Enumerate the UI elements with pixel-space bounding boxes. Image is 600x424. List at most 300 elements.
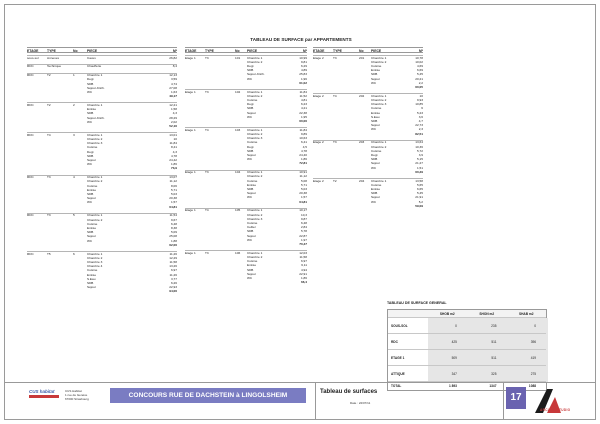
summary-row bbox=[388, 318, 546, 334]
cell-area: 4,78 bbox=[300, 148, 307, 153]
cell-piece: Chambre 1 bbox=[247, 55, 263, 60]
cell-area: 12,13 bbox=[169, 73, 177, 78]
cell-area: 9,93 bbox=[416, 97, 423, 102]
cell-area: 5,23 bbox=[416, 110, 423, 115]
cell-piece: Chambre 2 bbox=[247, 254, 263, 259]
cell-no: 5 bbox=[73, 213, 75, 218]
cell-area: 21,91 bbox=[415, 195, 423, 200]
cell-type bbox=[205, 119, 235, 123]
cell-no: 2 bbox=[73, 102, 75, 107]
cell-etage: Etage 2 bbox=[313, 178, 324, 183]
cell-area: 8,41 bbox=[170, 145, 177, 150]
cell-area: 20,38 bbox=[299, 191, 307, 196]
summary-value: 347 bbox=[451, 371, 457, 376]
cell-no: 202 bbox=[359, 93, 365, 98]
apartment-column bbox=[185, 47, 307, 285]
cell-area: 66,4 bbox=[300, 280, 307, 285]
cell-etage: RDC bbox=[27, 132, 34, 137]
cell-no: 4 bbox=[73, 175, 75, 180]
summary-value: SHOB m2 bbox=[439, 311, 455, 316]
summary-value: 396 bbox=[530, 339, 537, 344]
unit-total-row bbox=[313, 204, 423, 208]
cell-area: 3,9 bbox=[418, 152, 423, 157]
cell-area: 9,81 bbox=[300, 59, 307, 64]
cell-area: 11,58 bbox=[169, 260, 177, 264]
cell-piece bbox=[247, 119, 285, 123]
cell-area: 11,84 bbox=[299, 127, 307, 132]
cell-no bbox=[73, 64, 87, 68]
cell-no: 203 bbox=[359, 140, 365, 145]
cell-piece: Séjour bbox=[87, 234, 96, 239]
cell-area: 4,94 bbox=[300, 267, 307, 272]
cell-area: 1,58 bbox=[170, 107, 177, 112]
cell-no: 1 bbox=[73, 73, 75, 78]
cell-area: 4,74 bbox=[170, 81, 177, 86]
cell-piece: Chambre 2 bbox=[247, 174, 263, 179]
cell-piece: Cuisine bbox=[371, 64, 382, 68]
unit-total-row bbox=[27, 289, 177, 293]
column-header bbox=[313, 47, 423, 53]
cell-type: T3 bbox=[205, 89, 209, 94]
cell-area: 21,27 bbox=[415, 161, 423, 166]
cell-area: 10 bbox=[419, 93, 423, 98]
cell-etage bbox=[185, 280, 205, 284]
header-area: M² bbox=[419, 49, 423, 52]
cell-piece: Séjour bbox=[87, 285, 96, 290]
cell-type bbox=[47, 205, 73, 209]
cell-area: 25,83 bbox=[299, 72, 307, 77]
cell-piece: Séjour bbox=[247, 271, 256, 276]
cell-area: 5,2 bbox=[418, 199, 423, 204]
cell-area: 9,89 bbox=[300, 131, 307, 136]
cell-area: 60,05 bbox=[415, 85, 423, 89]
cell-type: T5 bbox=[47, 251, 51, 256]
cell-area: 5,78 bbox=[300, 229, 307, 234]
cell-etage bbox=[27, 124, 47, 128]
cell-area: 12,29 bbox=[169, 255, 177, 260]
cell-type bbox=[205, 280, 235, 284]
cell-area: 11,84 bbox=[169, 141, 177, 146]
cell-piece: Cuisine bbox=[247, 140, 258, 145]
cell-area: 13,01 bbox=[169, 132, 177, 137]
cell-no bbox=[73, 56, 87, 60]
address-line: CUS Habitat bbox=[65, 389, 82, 393]
summary-value: 425 bbox=[451, 339, 457, 344]
cell-type bbox=[205, 161, 235, 165]
cell-no: 101 bbox=[235, 55, 241, 60]
cell-area: 24,40 bbox=[299, 152, 307, 157]
cell-piece bbox=[247, 242, 285, 246]
cell-etage bbox=[185, 242, 205, 246]
cell-etage: RDC bbox=[27, 64, 34, 69]
cell-area: 11,12 bbox=[299, 174, 307, 179]
cell-area: 5,08 bbox=[300, 178, 307, 183]
cell-piece: Séjour-Kitch. bbox=[87, 85, 105, 90]
cell-piece: SDB bbox=[371, 157, 378, 162]
cell-type: T3 bbox=[333, 55, 337, 60]
cell-piece: Chaufferie bbox=[87, 64, 102, 69]
address-line: 67000 Strasbourg bbox=[65, 397, 89, 402]
cell-piece: Caves bbox=[87, 55, 96, 60]
cell-piece: Degt bbox=[247, 64, 254, 68]
cell-piece bbox=[87, 94, 145, 98]
cell-no bbox=[73, 243, 87, 247]
cell-piece: Séjour bbox=[247, 152, 256, 157]
cell-no bbox=[73, 289, 87, 293]
cell-piece: Chambre 2 bbox=[371, 144, 387, 149]
cell-area: 27,08 bbox=[169, 85, 177, 90]
cell-area: 22,38 bbox=[299, 110, 307, 115]
cell-area: 6,65 bbox=[416, 187, 423, 191]
table-row bbox=[27, 64, 177, 68]
unit-total-row bbox=[185, 161, 307, 165]
cell-area: 6,69 bbox=[416, 68, 423, 73]
header-no: No bbox=[359, 49, 364, 52]
header-etage: ETAGE bbox=[185, 49, 197, 52]
cell-area: 24,42 bbox=[169, 157, 177, 162]
cell-piece: SDB bbox=[247, 267, 254, 272]
cell-area: 70,47 bbox=[299, 241, 307, 246]
cell-piece: SDB bbox=[247, 186, 254, 191]
cell-piece: Entrée bbox=[87, 225, 97, 230]
summary-value: 1088 bbox=[528, 384, 537, 388]
cell-area: 6 bbox=[421, 106, 423, 111]
header-piece: PIECE bbox=[87, 49, 98, 52]
cell-area: 13,64 bbox=[415, 140, 423, 145]
cell-piece: SDB bbox=[247, 229, 254, 234]
cell-piece: SDB bbox=[87, 111, 94, 116]
cell-no bbox=[359, 170, 371, 174]
cell-area: 5,45 bbox=[416, 191, 423, 196]
cell-no bbox=[73, 166, 87, 170]
unit-total-row bbox=[185, 119, 307, 123]
cell-piece: Chambre 2 bbox=[247, 131, 263, 136]
cell-piece: Chambre 2 bbox=[87, 136, 103, 141]
document-date: Date : 22/07/11 bbox=[350, 401, 371, 405]
title-block bbox=[5, 382, 596, 420]
document-page bbox=[4, 4, 596, 420]
cell-piece: Cuisine bbox=[247, 98, 258, 102]
cell-area: 11,52 bbox=[299, 93, 307, 98]
cell-etage: Etage 2 bbox=[313, 140, 324, 145]
cell-piece: Séjour bbox=[87, 157, 96, 162]
cell-etage: Etage 1 bbox=[185, 170, 196, 175]
cell-area: 64,81 bbox=[169, 204, 177, 209]
cell-piece: Chambre 1 bbox=[87, 73, 103, 78]
cell-type bbox=[333, 85, 359, 89]
cell-piece: WC bbox=[247, 114, 253, 119]
summary-value: SHON m2 bbox=[479, 311, 495, 316]
cell-piece: Séjour bbox=[247, 110, 256, 115]
cell-piece: Chambre 2 bbox=[87, 217, 103, 222]
cell-piece: SDB bbox=[371, 191, 378, 196]
cell-area: 94,06 bbox=[169, 289, 177, 294]
header-type: TYPE bbox=[333, 49, 342, 52]
cell-etage bbox=[185, 200, 205, 204]
cell-piece: Cuisine bbox=[247, 178, 258, 183]
cell-type: Annexes bbox=[47, 55, 60, 60]
cell-piece: Degt bbox=[247, 102, 254, 107]
summary-label: TOTAL bbox=[391, 384, 402, 388]
cell-etage bbox=[313, 132, 333, 136]
cell-area: 10,78 bbox=[415, 55, 423, 60]
cell-area: 1,51 bbox=[416, 165, 423, 170]
cell-area: 8,4 bbox=[172, 64, 177, 69]
cell-etage bbox=[185, 161, 205, 165]
cell-piece: Chambre 2 bbox=[87, 255, 103, 260]
unit-total-row bbox=[313, 85, 423, 89]
cell-area: 4,69 bbox=[416, 64, 423, 68]
cell-type bbox=[205, 81, 235, 85]
cell-piece: Chambre 1 bbox=[87, 213, 103, 218]
cell-piece: Entrée bbox=[371, 187, 381, 191]
cell-piece: Chambre 1 bbox=[247, 208, 263, 213]
cell-type bbox=[333, 170, 359, 174]
cell-type: T2 bbox=[47, 73, 51, 78]
cell-piece: SDB bbox=[87, 191, 94, 196]
cell-area: 5,03 bbox=[300, 186, 307, 191]
summary-grid bbox=[387, 309, 547, 391]
client-address bbox=[65, 389, 89, 402]
summary-row bbox=[388, 350, 546, 366]
cell-area: 25,08 bbox=[169, 234, 177, 239]
cell-piece: Chambre 2 bbox=[87, 179, 103, 184]
cell-area: 2,3 bbox=[418, 127, 423, 132]
cell-no: 106 bbox=[235, 250, 241, 255]
cell-area: 4,81 bbox=[300, 98, 307, 102]
unit-total-row bbox=[313, 132, 423, 136]
cell-piece: Cuisine bbox=[371, 106, 382, 111]
column-header bbox=[27, 47, 177, 53]
cell-no: 103 bbox=[235, 127, 241, 132]
cell-type bbox=[205, 200, 235, 204]
cell-piece: Cuisine bbox=[247, 259, 258, 264]
cell-etage: sous-sol bbox=[27, 55, 39, 60]
page-title: TABLEAU DE SURFACE par APPARTEMENTS bbox=[250, 37, 352, 42]
cell-piece: S.Eau bbox=[87, 276, 96, 281]
summary-value: 275 bbox=[530, 371, 537, 376]
cell-piece: Entrée bbox=[247, 182, 257, 187]
cell-piece: Séjour bbox=[371, 161, 380, 166]
cell-no: 105 bbox=[235, 208, 241, 213]
cell-area: 62,06 bbox=[169, 242, 177, 247]
cell-no bbox=[235, 161, 247, 165]
cell-area: 20,38 bbox=[169, 196, 177, 201]
cell-piece: SDB bbox=[247, 106, 254, 111]
cell-area: 1,57 bbox=[300, 195, 307, 200]
cell-etage: RDC bbox=[27, 102, 34, 107]
header-etage: ETAGE bbox=[313, 49, 325, 52]
address-line: 1 rue de Genève bbox=[65, 393, 88, 398]
cell-area: 9,87 bbox=[300, 216, 307, 221]
cell-area: 8,06 bbox=[170, 183, 177, 188]
cell-etage: Etage 1 bbox=[185, 89, 196, 94]
cell-etage: Etage 1 bbox=[185, 208, 196, 213]
cell-no: 3 bbox=[73, 132, 75, 137]
cell-piece: Chambre 1 bbox=[247, 89, 263, 94]
cell-no bbox=[235, 200, 247, 204]
unit-total-row bbox=[185, 200, 307, 204]
cell-etage bbox=[27, 205, 47, 209]
cell-piece: Chambre 1 bbox=[87, 102, 103, 107]
cell-piece: Cuisine bbox=[87, 268, 98, 273]
architect-name: ARCADE STUDIO bbox=[540, 408, 571, 412]
cell-piece bbox=[87, 166, 145, 170]
cell-area: 12,03 bbox=[299, 250, 307, 255]
cell-area: 1,97 bbox=[300, 237, 307, 242]
cell-area: 6,26 bbox=[170, 281, 177, 285]
cell-piece: Séjour bbox=[371, 195, 380, 200]
header-area: M² bbox=[303, 49, 307, 52]
header-piece: PIECE bbox=[371, 49, 382, 52]
cell-area: 4,21 bbox=[300, 106, 307, 111]
cell-type: T2 bbox=[47, 102, 51, 107]
summary-label: SOUS-SOL bbox=[391, 323, 408, 328]
cell-area: 3,6 bbox=[418, 114, 423, 119]
cell-no: 102 bbox=[235, 89, 241, 94]
unit-total-row bbox=[27, 94, 177, 98]
cell-area: 4,89 bbox=[300, 68, 307, 73]
cell-area: 1,86 bbox=[170, 162, 177, 167]
cell-area: 11,58 bbox=[299, 254, 307, 259]
cell-area: 10,02 bbox=[415, 59, 423, 64]
cell-area: 10,63 bbox=[299, 136, 307, 141]
cell-type: T3 bbox=[205, 55, 209, 60]
client-logo bbox=[29, 389, 59, 404]
cell-type: T3 bbox=[47, 213, 51, 218]
cell-area: 4,3 bbox=[172, 149, 177, 154]
cell-area: 5,71 bbox=[300, 182, 307, 187]
cell-piece: WC bbox=[247, 76, 253, 81]
cell-area: 4,78 bbox=[170, 153, 177, 158]
cell-area: 6,48 bbox=[300, 220, 307, 225]
cell-piece: Chambre 2 bbox=[371, 97, 387, 102]
cell-area: 60,29 bbox=[415, 169, 423, 174]
cell-piece: Chambre 3 bbox=[87, 141, 103, 146]
cell-piece: Chambre 1 bbox=[247, 127, 263, 132]
header-no: No bbox=[73, 49, 78, 52]
cell-piece bbox=[371, 132, 405, 136]
header-area: M² bbox=[173, 49, 177, 52]
cell-type: T3 bbox=[205, 170, 209, 175]
cell-type bbox=[47, 166, 73, 170]
cell-etage bbox=[27, 166, 47, 170]
cell-area: 60,06 bbox=[299, 119, 307, 123]
header-type: TYPE bbox=[205, 49, 214, 52]
cell-piece: Degt bbox=[247, 144, 254, 149]
header-no: No bbox=[235, 49, 240, 52]
cell-etage bbox=[185, 119, 205, 123]
cell-area: 22,91 bbox=[299, 271, 307, 276]
cell-area: 11,12 bbox=[169, 179, 177, 184]
cell-piece: Entrée bbox=[371, 110, 381, 115]
cell-area: 73,9 bbox=[170, 166, 177, 171]
cell-area: 26,82 bbox=[169, 55, 177, 60]
cell-piece: Chambre 3 bbox=[371, 102, 387, 107]
cell-area: 61,02 bbox=[299, 80, 307, 85]
cell-piece: Cuisine bbox=[87, 221, 98, 226]
cell-type bbox=[47, 243, 73, 247]
cell-area: 1,96 bbox=[300, 76, 307, 81]
cell-piece: Entrée bbox=[87, 272, 97, 277]
cell-etage: Etage 1 bbox=[185, 127, 196, 132]
cell-piece: Chambre 2 bbox=[247, 59, 263, 64]
unit-total-row bbox=[185, 280, 307, 284]
cell-piece: WC bbox=[247, 195, 253, 200]
cell-area: 22,93 bbox=[169, 285, 177, 290]
cell-piece: Séjour bbox=[247, 191, 256, 196]
cell-type: T3 bbox=[47, 175, 51, 180]
cell-piece: Chambre 1 bbox=[87, 175, 103, 180]
cell-area: 3,59 bbox=[170, 77, 177, 82]
cell-piece: Chambre 4 bbox=[87, 264, 103, 269]
cell-area: 5,72 bbox=[416, 148, 423, 153]
cell-piece: Chambre 1 bbox=[87, 132, 103, 137]
cell-piece: WC bbox=[247, 237, 253, 242]
cell-area: 10,91 bbox=[299, 170, 307, 175]
cell-piece: SDB bbox=[247, 68, 254, 73]
unit-total-row bbox=[27, 124, 177, 128]
cell-piece bbox=[87, 243, 145, 247]
header-piece: PIECE bbox=[247, 49, 258, 52]
cell-area: 3,77 bbox=[170, 276, 177, 281]
cell-piece: Chambre 1 bbox=[87, 251, 103, 256]
cell-etage: RDC bbox=[27, 213, 34, 218]
cell-area: 13,58 bbox=[415, 178, 423, 183]
cell-no: 204 bbox=[359, 178, 365, 183]
unit-total-row bbox=[185, 81, 307, 85]
cell-piece: WC bbox=[87, 89, 93, 94]
cell-area: 11,26 bbox=[169, 251, 177, 256]
cell-area: 4,7 bbox=[418, 118, 423, 123]
cell-no: 6 bbox=[73, 251, 75, 256]
cell-type: T4 bbox=[205, 127, 209, 132]
cell-piece: Séjour bbox=[371, 123, 380, 128]
cell-etage bbox=[27, 94, 47, 98]
cell-piece: Chambre 2 bbox=[247, 93, 263, 98]
cell-area: 22,87 bbox=[299, 233, 307, 238]
header-etage: ETAGE bbox=[27, 49, 39, 52]
cell-piece: Cuisine bbox=[371, 182, 382, 187]
cell-area: 1,63 bbox=[170, 89, 177, 94]
cell-area: 2,84 bbox=[300, 225, 307, 230]
cell-piece: SDB bbox=[87, 281, 94, 285]
cell-area: 5,71 bbox=[170, 187, 177, 192]
apartment-column bbox=[27, 47, 177, 294]
cell-area: 1,95 bbox=[300, 114, 307, 119]
cell-area: 5,15 bbox=[416, 157, 423, 162]
cell-area: 82,51 bbox=[415, 131, 423, 136]
cell-piece: WC bbox=[247, 275, 253, 280]
cell-piece bbox=[87, 124, 145, 128]
cell-piece: SDB bbox=[371, 72, 378, 77]
cell-type: T4 bbox=[333, 93, 337, 98]
cell-piece: Cuisine bbox=[247, 220, 258, 225]
summary-header-row bbox=[388, 310, 546, 318]
cell-area: 10,17 bbox=[299, 208, 307, 213]
unit-total-row bbox=[27, 166, 177, 170]
cell-area: 4,3 bbox=[172, 111, 177, 116]
cell-type: T3 bbox=[333, 140, 337, 145]
cell-area: 28,29 bbox=[169, 115, 177, 120]
cell-area: 13,26 bbox=[169, 264, 177, 269]
cell-area: 1,86 bbox=[300, 157, 307, 162]
cell-piece: Chambre 1 bbox=[247, 170, 263, 175]
cell-etage: Etage 2 bbox=[313, 93, 324, 98]
cell-piece bbox=[371, 170, 405, 174]
cell-piece bbox=[247, 280, 285, 284]
cell-area: 10,3 bbox=[300, 212, 307, 217]
